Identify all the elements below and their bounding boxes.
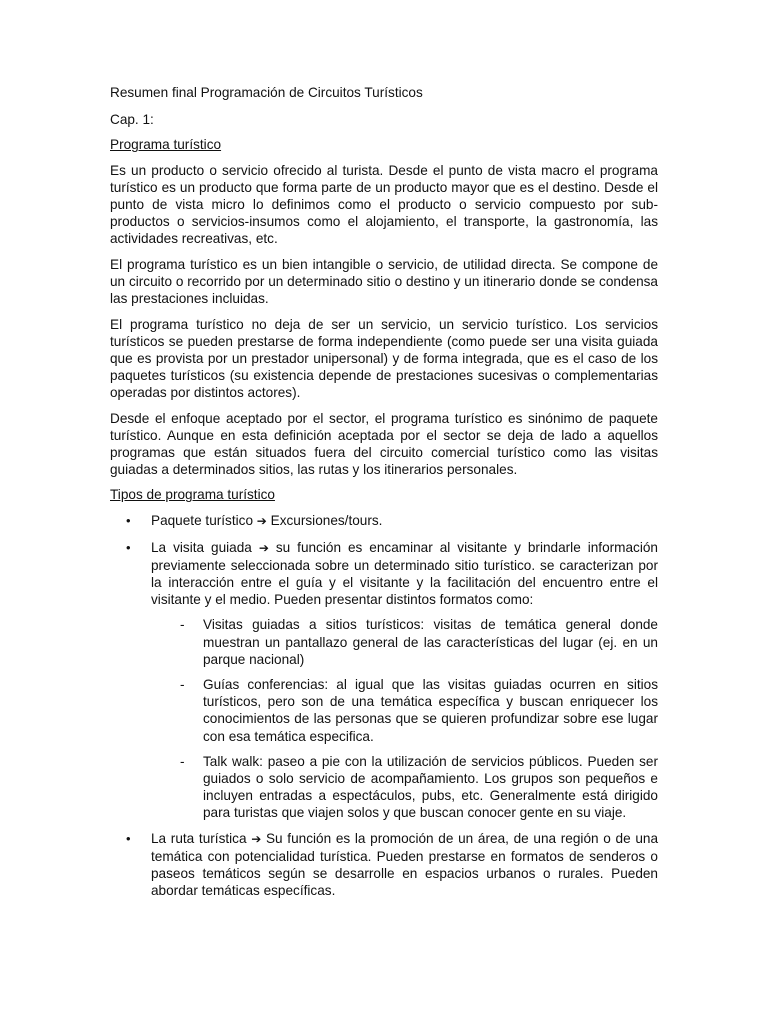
section-heading-text: Tipos de programa turístico [110, 487, 275, 503]
arrow-right-icon: ➔ [258, 540, 269, 555]
bullet-lead: La ruta turística [151, 830, 252, 846]
sub-list-text: Visitas guiadas a sitios turísticos: visitas de temática general donde muestran un pantallazo general de las características del lugar (ej. en un parque nacional) [203, 617, 658, 667]
document-page [110, 84, 658, 908]
paragraph: Desde el enfoque aceptado por el sector, el programa turístico es sinónimo de paquete turístico. Aunque en esta definición aceptada por el sector se deja de lado a aquellos programas que están situados fuera del circuito comercial turístico como las visitas guiadas a determinados sitios, las rutas y los itinerarios personales. [110, 410, 658, 477]
bullet-text: Excursiones/tours. [266, 512, 383, 528]
bullet-text: Su función es la promoción de un área, de una región o de una temática con potencialidad turística. Pueden prestarse en formatos de senderos o paseos temáticos según se desarrolle en espacios urbanos o rurales. Pueden abordar temáticas específicas. [151, 830, 659, 899]
arrow-right-icon: ➔ [256, 513, 267, 528]
sub-list-item [151, 753, 658, 821]
dash-icon: - [180, 754, 185, 770]
section-heading-tipos [110, 486, 658, 503]
bullet-lead: Paquete turístico [151, 512, 257, 528]
bullet-icon: • [126, 830, 131, 846]
list-item [110, 512, 658, 530]
dash-icon: - [180, 617, 185, 633]
bullet-lead: La visita guiada [151, 539, 259, 555]
bullet-text: su función es encaminar al visitante y brindarle información previamente seleccionada sobre un determinado sitio turístico. se caracterizan por la interacción entre el guía y el visitante y la facilitación del encuentro entre el visitante y el medio. Pueden presentar distintos formatos como: [151, 539, 658, 607]
chapter-label: Cap. 1: [110, 111, 154, 127]
bullet-icon: • [126, 539, 131, 555]
sub-list-text: Guías conferencias: al igual que las visitas guiadas ocurren en sitios turísticos, pero son de una temática específica y buscan enriquecer los conocimientos de las personas que se quieren profundizar sobre ese lugar con esa temática especifica. [203, 677, 658, 744]
bullet-icon: • [126, 512, 131, 528]
section-heading-text: Programa turístico [110, 137, 222, 153]
list-item [110, 539, 658, 822]
sub-list-text: Talk walk: paseo a pie con la utilización de servicios públicos. Pueden ser guiados o solo servicio de acompañamiento. Los grupos son pequeños e incluyen entradas a espectáculos, pubs, etc. Generalmente está dirigido para turistas que viajen solos y que buscan conocer gente en su viaje. [203, 754, 658, 821]
paragraph: Es un producto o servicio ofrecido al turista. Desde el punto de vista macro el programa turístico es un producto que forma parte de un producto mayor que es el destino. Desde el punto de vista micro lo definimos como el producto o servicio compuesto por sub-productos o servicios-insumos como el alojamiento, el transporte, la gastronomía, las actividades recreativas, etc. [110, 162, 658, 247]
sub-list-item [151, 616, 658, 667]
document-title: Resumen final Programación de Circuitos Turísticos [110, 85, 423, 100]
bullet-list [110, 512, 658, 899]
section-heading-programa [110, 136, 658, 153]
paragraph: El programa turístico no deja de ser un servicio, un servicio turístico. Los servicios turísticos se pueden prestarse de forma independiente (como puede ser una visita guiada que es provista por un prestador unipersonal) y de forma integrada, que es el caso de los paquetes turísticos (su existencia depende de prestaciones sucesivas o complementarias operadas por distintos actores). [110, 316, 658, 400]
sub-list-item [151, 676, 658, 744]
dash-list [151, 616, 658, 821]
arrow-right-icon: ➔ [251, 831, 262, 846]
paragraph: El programa turístico es un bien intangible o servicio, de utilidad directa. Se compone de un circuito o recorrido por un determinado sitio o destino y un itinerario donde se condensa las prestaciones incluidas. [110, 256, 658, 306]
dash-icon: - [180, 677, 185, 693]
list-item [110, 830, 658, 899]
